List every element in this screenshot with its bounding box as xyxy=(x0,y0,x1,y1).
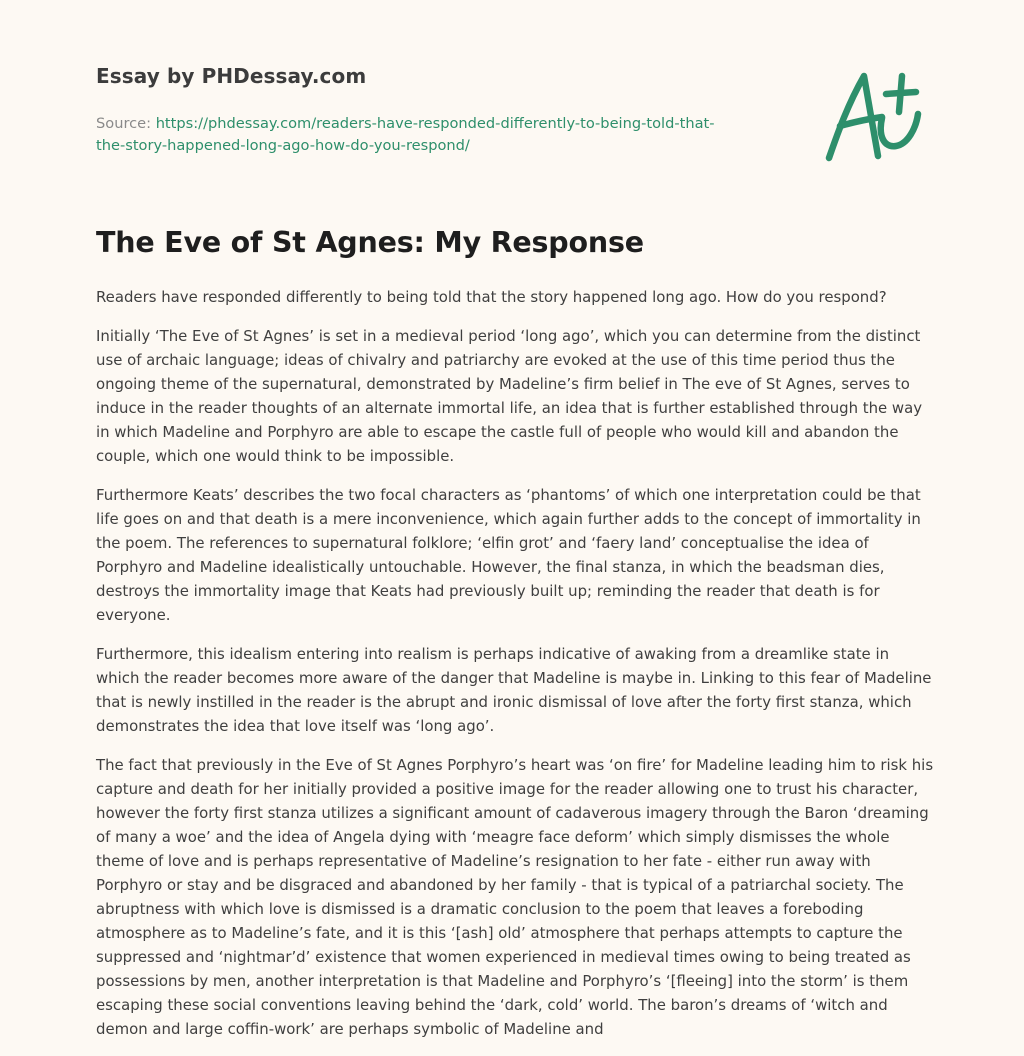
essay-title: The Eve of St Agnes: My Response xyxy=(96,226,644,259)
essay-paragraph: Furthermore Keats’ describes the two focal characters as ‘phantoms’ of which one interpretation could be that life goes on and that death is a mere inconvenience, which again further adds to the concept of immortality in the poem. The references to supernatural folklore; ‘elfin grot’ and ‘faery land’ conceptualise the idea of Porphyro and Madeline idealistically untouchable. However, the final stanza, in which the beadsman dies, destroys the immortality image that Keats had previously built up; reminding the reader that death is for everyone. xyxy=(96,486,921,624)
essay-paragraph: Initially ‘The Eve of St Agnes’ is set in a medieval period ‘long ago’, which you can determine from the distinct use of archaic language; ideas of chivalry and patriarchy are evoked at the use of this time period thus the ongoing theme of the supernatural, demonstrated by Madeline’s firm belief in The eve of St Agnes, serves to induce in the reader thoughts of an alternate immortal life, an idea that is further established through the way in which Madeline and Porphyro are able to escape the castle full of people who would kill and abandon the couple, which one would think to be impossible. xyxy=(96,327,923,465)
site-brand: Essay by PHDessay.com xyxy=(96,64,367,88)
source-link-line2: the-story-happened-long-ago-how-do-you-respond/ xyxy=(96,137,470,154)
essay-paragraph: The fact that previously in the Eve of St Agnes Porphyro’s heart was ‘on fire’ for Madeline leading him to risk his capture and death for her initially provided a positive image for the reader allowing one to trust his character, however the forty first stanza utilizes a significant amount of cadaverous imagery through the Baron ‘dreaming of many a woe’ and the idea of Angela dying with ‘meagre face deform’ which simply dismisses the whole theme of love and is perhaps representative of Madeline’s resignation to her fate - either run away with Porphyro or stay and be disgraced and abandoned by her family - that is typical of a patriarchal society. The abruptness with which love is dismissed is a dramatic conclusion to the poem that leaves a foreboding atmosphere as to Madeline’s fate, and it is this ‘[ash] old’ atmosphere that perhaps attempts to capture the suppressed and ‘nightmar’d’ existence that women experienced in medieval times owing to being treated as possessions by men, another interpretation is that Madeline and Porphyro’s ‘[fleeing] into the storm’ is them escaping these social conventions leaving behind the ‘dark, cold’ world. The baron’s dreams of ‘witch and demon and large coffin-work’ are perhaps symbolic of Madeline and xyxy=(96,756,934,1038)
essay-paragraph: Furthermore, this idealism entering into realism is perhaps indicative of awaking from a dreamlike state in which the reader becomes more aware of the danger that Madeline is maybe in. Linking to this fear of Madeline that is newly instilled in the reader is the abrupt and ironic dismissal of love after the forty first stanza, which demonstrates the idea that love itself was ‘long ago’. xyxy=(96,645,932,735)
source-link-line1: https://phdessay.com/readers-have-responded-differently-to-being-told-that- xyxy=(155,115,715,132)
a-plus-logo-icon xyxy=(818,62,930,170)
source-label: Source: xyxy=(96,115,152,132)
essay-body xyxy=(96,285,936,1056)
source-link[interactable] xyxy=(96,115,715,154)
essay-paragraph: Readers have responded differently to being told that the story happened long ago. How do you respond? xyxy=(96,288,887,306)
source-line xyxy=(96,113,756,157)
